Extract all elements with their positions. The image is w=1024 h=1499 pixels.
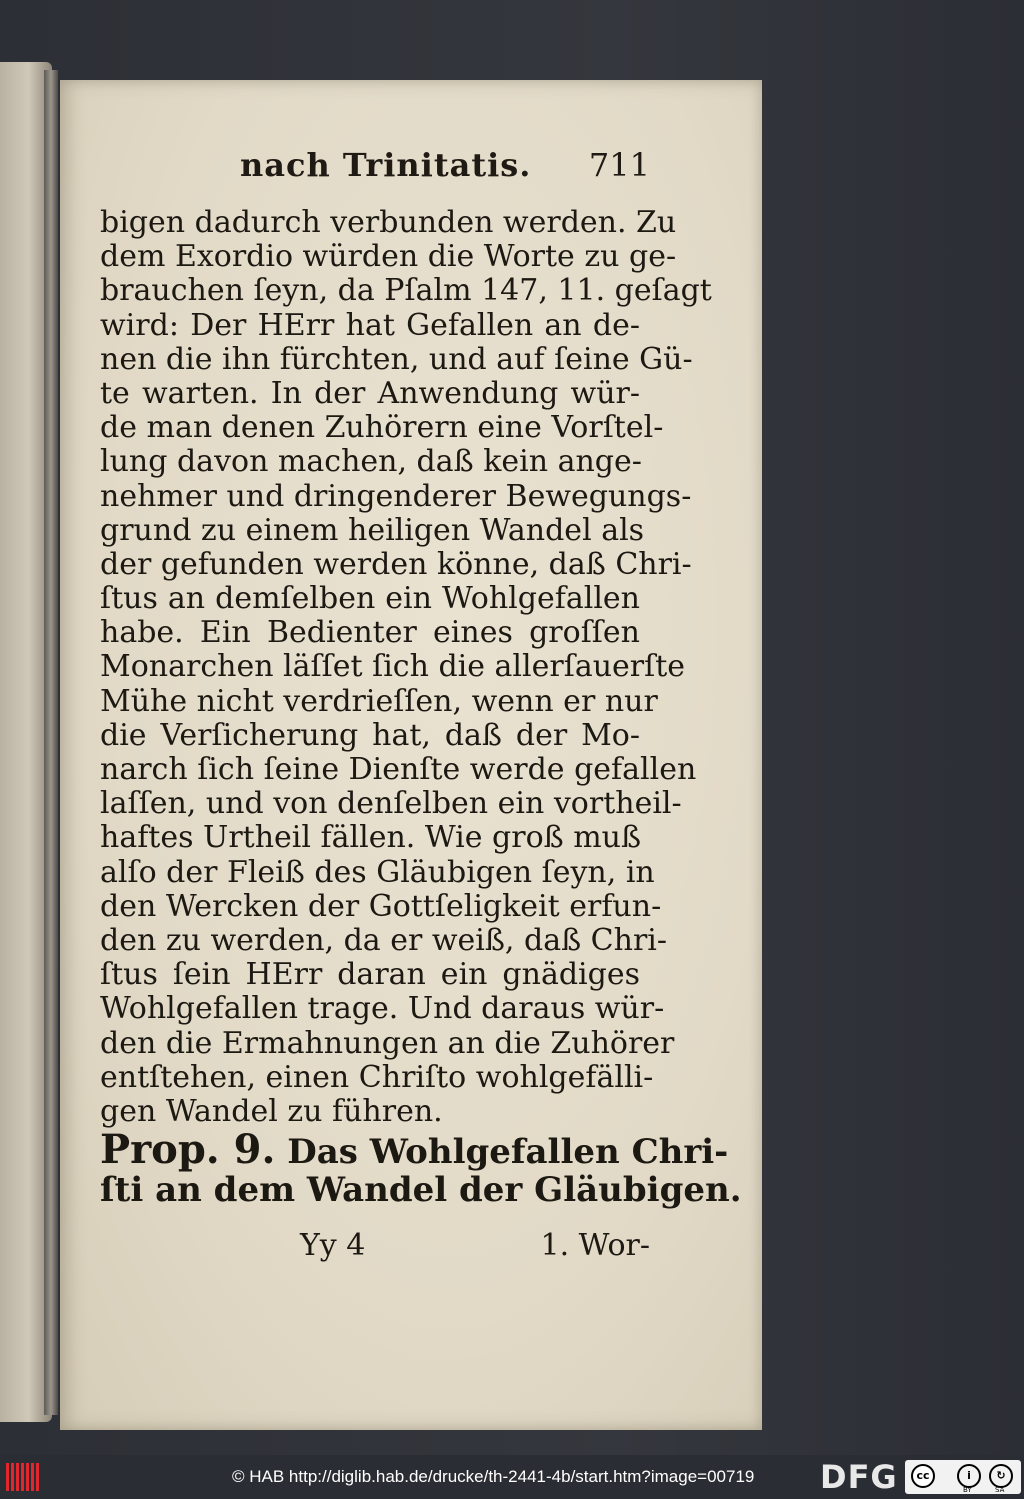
text-line: ſtus an demſelben ein Wohlgefallen <box>100 581 640 617</box>
text-line: dem Exordio würden die Worte zu ge- <box>100 239 677 275</box>
proposition-line-2: ſti an dem Wandel der Gläubigen. <box>100 1170 742 1210</box>
text-line: de man denen Zuhörern eine Vorſtel- <box>100 410 664 446</box>
cc-license-badge[interactable] <box>905 1460 1021 1494</box>
text-line: haftes Urtheil fällen. Wie groß muß <box>100 820 642 856</box>
sa-icon: ↻ <box>989 1464 1013 1488</box>
text-line: lung davon machen, daß kein ange- <box>100 444 642 480</box>
sa-label: SA <box>995 1486 1005 1494</box>
body-text <box>100 205 712 1129</box>
dfg-logo[interactable]: DFG <box>820 1458 898 1496</box>
proposition-heading <box>100 1126 742 1210</box>
text-line: Monarchen läſſet ſich die allerſauerſte <box>100 649 686 685</box>
text-line: wird: Der HErr hat Gefallen an de- <box>100 307 640 343</box>
by-icon: i <box>957 1464 981 1488</box>
by-label: BY <box>963 1486 972 1494</box>
text-line: grund zu einem heiligen Wandel als <box>100 512 645 548</box>
page-number: 711 <box>588 146 650 184</box>
copyright-link[interactable]: © HAB http://diglib.hab.de/drucke/th-2441-4b/start.htm?image=00719 <box>232 1467 755 1486</box>
text-line: entſtehen, einen Chriſto wohlgefälli- <box>100 1059 654 1095</box>
cc-icon: cc <box>911 1464 935 1488</box>
text-line: der gefunden werden könne, daß Chri- <box>100 546 692 582</box>
text-line: narch ſich ſeine Dienſte werde gefallen <box>100 752 697 787</box>
proposition-line-1 <box>100 1126 729 1173</box>
text-line: alſo der Fleiß des Gläubigen ſeyn, in <box>100 854 655 890</box>
proposition-line-1-text: Das Wohlgefallen Chri- <box>287 1132 729 1172</box>
running-header <box>240 140 650 190</box>
text-line: Wohlgefallen trage. Und daraus wür- <box>100 991 665 1027</box>
viewer-footer <box>0 1455 1024 1499</box>
text-line: den Wercken der Gottſeligkeit erfun- <box>100 888 662 924</box>
text-line: den zu werden, da er weiß, daß Chri- <box>100 922 668 958</box>
text-line: laſſen, und von denſelben ein vortheil- <box>100 786 682 822</box>
text-line: nehmer und dringenderer Bewegungs- <box>100 478 692 514</box>
text-line: bigen dadurch verbunden werden. Zu <box>100 205 677 240</box>
text-line: brauchen ſeyn, da Pſalm 147, 11. geſagt <box>100 273 712 309</box>
text-line: te warten. In der Anwendung wür- <box>100 375 640 411</box>
text-line: die Verſicherung hat, daß der Mo- <box>100 717 640 753</box>
text-line: habe. Ein Bedienter eines groſſen <box>100 615 640 651</box>
text-line: gen Wandel zu führen. <box>100 1093 443 1129</box>
proposition-label: Prop. 9. <box>100 1126 276 1173</box>
signature-mark: Yy 4 <box>300 1228 366 1263</box>
running-title: nach Trinitatis. <box>240 146 532 184</box>
signature-line <box>300 1228 650 1268</box>
catchword: 1. Wor- <box>540 1228 650 1263</box>
hab-logo-icon[interactable] <box>6 1463 50 1491</box>
text-line: den die Ermahnungen an die Zuhörer <box>100 1025 675 1061</box>
text-line: nen die ihn fürchten, und auf ſeine Gü- <box>100 341 693 377</box>
book-spine-gutter <box>44 70 58 1415</box>
text-line: Mühe nicht verdrieſſen, wenn er nur <box>100 683 658 719</box>
text-line: ſtus ſein HErr daran ein gnädiges <box>100 957 640 993</box>
